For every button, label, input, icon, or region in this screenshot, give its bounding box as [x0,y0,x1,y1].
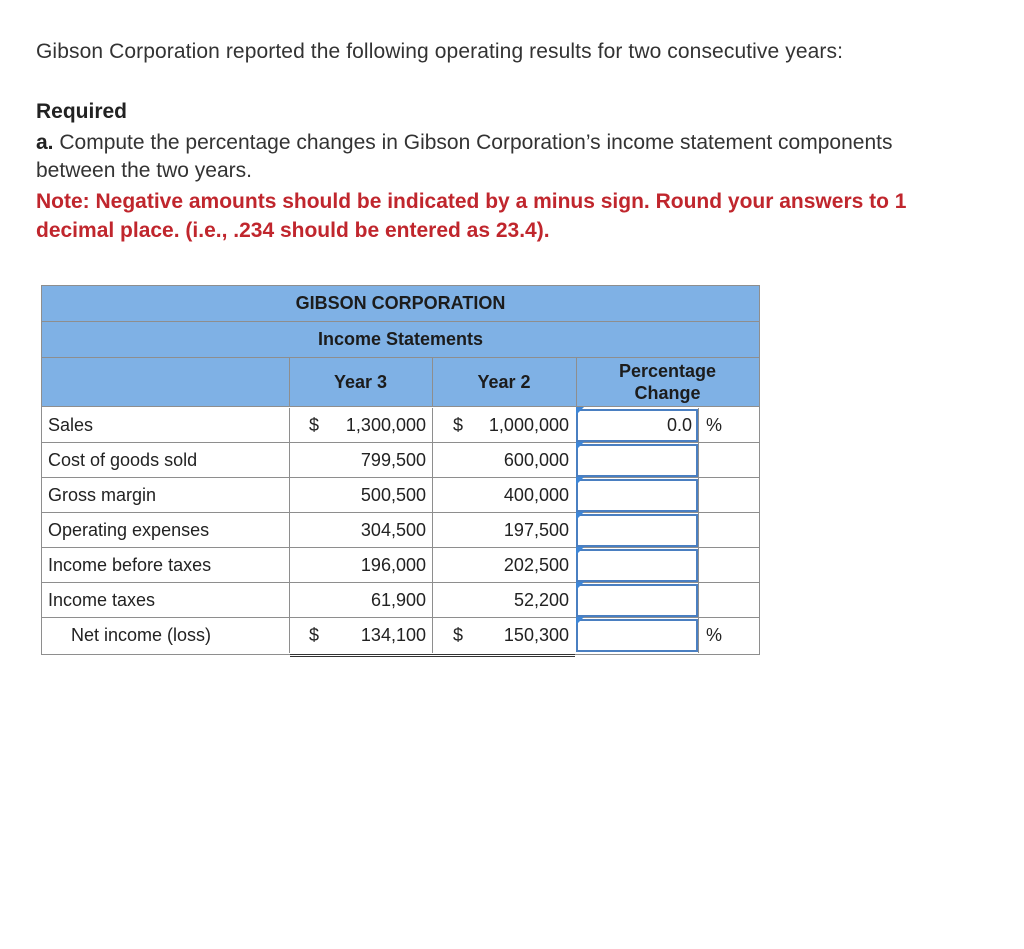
income-statement-table [41,285,760,655]
year2-amount: 600,000 [503,450,569,470]
year2-amount: 150,300 [503,625,569,645]
row-label: Sales [48,415,94,435]
row-label: Income before taxes [48,555,212,575]
year3-amount: 500,500 [360,485,426,505]
row-label: Cost of goods sold [48,450,198,470]
row-label: Income taxes [48,590,156,610]
year2-amount: 400,000 [503,485,569,505]
part-a-instruction [36,129,936,185]
table-row [42,513,759,548]
year3-amount: 304,500 [360,520,426,540]
company-name: GIBSON CORPORATION [42,286,759,322]
input-marker-icon [576,582,584,590]
pct-change-input[interactable] [576,584,698,617]
year3-currency: $ [309,415,320,435]
double-underline [290,654,575,657]
table-row [42,618,759,653]
year3-amount: 196,000 [360,555,426,575]
input-marker-icon [576,547,584,555]
year2-amount: 197,500 [503,520,569,540]
percent-sign: % [706,625,723,645]
header-pct-line1: Percentage [618,361,717,381]
pct-change-input[interactable] [576,619,698,652]
part-a-label: a. [36,131,54,154]
header-year3-cell [289,358,432,407]
input-marker-icon [576,512,584,520]
row-label: Net income (loss) [71,625,212,645]
pct-change-input[interactable] [576,514,698,547]
table-row [42,408,759,443]
rounding-note: Note: Negative amounts should be indicated by a minus sign. Round your answers to 1 decimal place. (i.e., .234 should be entered as 23.4). [36,190,907,242]
pct-change-input[interactable] [576,444,698,477]
header-blank-cell [42,358,289,407]
table-row [42,443,759,478]
year2-amount: 202,500 [503,555,569,575]
input-marker-icon [576,407,584,415]
table-row [42,583,759,618]
input-marker-icon [576,477,584,485]
header-year2: Year 2 [477,372,531,392]
pct-change-input[interactable] [576,479,698,512]
input-marker-icon [576,617,584,625]
intro-text: Gibson Corporation reported the following operating results for two consecutive years: [36,40,844,63]
year3-amount: 1,300,000 [345,415,426,435]
year3-amount: 799,500 [360,450,426,470]
required-heading: Required [36,100,128,123]
year2-amount: 52,200 [513,590,569,610]
header-pct-line2: Change [634,383,701,403]
pct-change-input[interactable] [576,549,698,582]
year3-currency: $ [309,625,320,645]
statement-title: Income Statements [42,322,759,358]
percent-sign: % [706,415,723,435]
table-row [42,548,759,583]
table-row [42,478,759,513]
input-marker-icon [576,442,584,450]
year3-amount: 134,100 [360,625,426,645]
year2-currency: $ [453,415,464,435]
row-label: Gross margin [48,485,157,505]
header-year2-cell [432,358,576,407]
header-year3: Year 3 [333,372,388,392]
part-a-text: Compute the percentage changes in Gibson Corporation’s income statement components between the two years. [36,131,893,182]
row-label: Operating expenses [48,520,210,540]
year2-currency: $ [453,625,464,645]
pct-change-input[interactable] [576,409,698,442]
year3-amount: 61,900 [370,590,426,610]
header-pct-cell [576,358,759,407]
year2-amount: 1,000,000 [488,415,569,435]
